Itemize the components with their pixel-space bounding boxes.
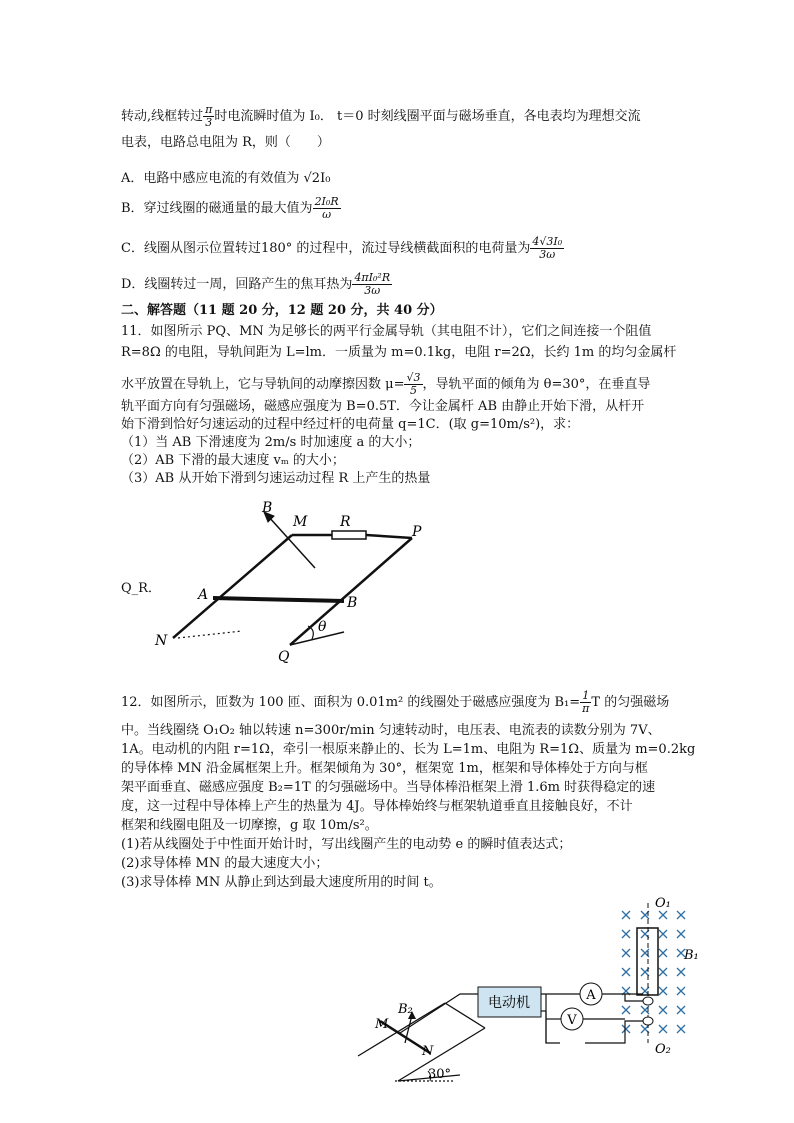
q11-qr-label: Q_R．: [121, 581, 161, 596]
q11-line1: 11．如图所示 PQ、MN 为足够长的两平行金属导轨（其电阻不计），它们之间连接一个阻值: [121, 324, 652, 339]
option-b-fraction: [313, 196, 341, 221]
fraction-denominator: 3ω: [364, 284, 381, 297]
inclined-frame: [358, 1003, 485, 1081]
label-a: A: [198, 587, 209, 603]
fraction-numerator: √3: [406, 371, 421, 384]
label-r: R: [340, 514, 351, 530]
fraction-denominator: 3ω: [539, 248, 556, 261]
field-cross: [659, 1006, 667, 1014]
q11-line5: 始下滑到恰好匀速运动的过程中经过杆的电荷量 q=1C．(取 g=10m/s²)，求：: [121, 417, 580, 432]
field-cross: [677, 1006, 685, 1014]
fraction-denominator: 5: [409, 384, 417, 397]
label-n: N: [155, 633, 168, 649]
q11-sub2: （2）AB 下滑的最大速度 vₘ 的大小；: [121, 453, 345, 468]
b1-field-crosses: [622, 911, 685, 1033]
field-cross: [677, 930, 685, 938]
field-cross: [622, 1006, 630, 1014]
fraction-numerator: π: [205, 103, 213, 116]
b-field-line: [268, 516, 315, 568]
label-o1: O₁: [655, 896, 671, 911]
motor-label: 电动机: [488, 995, 530, 1011]
fraction-numerator: 4√3I₀: [532, 235, 563, 248]
label-theta: θ: [318, 619, 327, 635]
q10-option-b: [121, 196, 341, 221]
q10-intro-b: 时电流瞬时值为 I₀． t＝0 时刻线圈平面与磁场垂直，各电表均为理想交流: [214, 109, 641, 124]
b1-fraction: [580, 690, 591, 715]
fraction-numerator: 1: [580, 690, 591, 703]
q11-line2: R=8Ω 的电阻，导轨间距为 L=lm．一质量为 m=0.1kg，电阻 r=2Ω，长约 1m 的均匀金属杆: [121, 345, 677, 360]
field-cross: [622, 911, 630, 919]
q12-sub2: (2)求导体棒 MN 的最大速度大小；: [121, 856, 329, 871]
q11-sub3: （3）AB 从开始下滑到匀速运动过程 R 上产生的热量: [121, 471, 431, 486]
q11-line3: [121, 372, 650, 397]
fraction-numerator: 4πI₀²R: [354, 271, 391, 284]
label-b-field: B: [262, 500, 273, 516]
q11-line4: 轨平面方向有匀强磁场，磁感应强度为 B=0.5T．今让金属杆 AB 由静止开始下滑，从杆开: [121, 399, 645, 414]
q10-option-c: [121, 236, 564, 261]
q11-rail-figure: [150, 498, 440, 670]
q12-line1-post: T 的匀强磁场: [591, 695, 670, 710]
voltmeter-label: V: [567, 1013, 577, 1028]
rail-mn: [173, 535, 292, 638]
ammeter-label: A: [586, 988, 596, 1003]
q11-line3-text: 水平放置在导轨上，它与导轨间的动摩擦因数 μ=: [121, 377, 405, 392]
label-m: M: [375, 1017, 389, 1032]
q12-sub3: (3)求导体棒 MN 从静止到达到最大速度所用的时间 t。: [121, 875, 442, 890]
field-cross: [677, 1025, 685, 1033]
q11-sub1: （1）当 AB 下滑速度为 2m/s 时加速度 a 的大小；: [121, 435, 421, 450]
fraction-numerator: 2I₀R: [314, 195, 339, 208]
field-cross: [659, 987, 667, 995]
q12-sub1: (1)若从线圈处于中性面开始计时，写出线圈产生的电动势 e 的瞬时值表达式；: [121, 837, 572, 852]
q12-motor-figure: [350, 893, 730, 1088]
dotted-extension: [178, 631, 242, 638]
q10-intro-line2: 电表，电路总电阻为 R，则（ ）: [121, 135, 330, 150]
field-cross: [622, 968, 630, 976]
field-cross: [659, 949, 667, 957]
label-b2: B₂: [398, 1002, 413, 1017]
q10-intro-a: 转动,线框转过: [121, 109, 204, 124]
label-p: P: [412, 524, 422, 540]
q12-line5: 架平面垂直、磁感应强度 B₂=1T 的匀强磁场中。当导体棒沿框架上滑 1.6m 时获得稳定的速: [121, 780, 656, 795]
label-n: N: [422, 1044, 434, 1059]
q10-intro-fraction: [203, 104, 214, 129]
field-cross: [677, 911, 685, 919]
field-cross: [659, 930, 667, 938]
option-c-text: C．线圈从图示位置转过180° 的过程中，流过导线横截面积的电荷量为: [121, 241, 531, 256]
q11-line3-post: ，导轨平面的倾角为 θ=30°，在垂直导: [422, 377, 651, 392]
field-cross: [622, 930, 630, 938]
q12-line1: [121, 690, 669, 715]
resistor-r: [332, 531, 366, 539]
field-cross: [659, 968, 667, 976]
field-cross: [622, 949, 630, 957]
q12-line3: 1A。电动机的内阻 r=1Ω，牵引一根原来静止的、长为 L=1m、电阻为 R=1Ω、质量为 m=0.2kg: [121, 742, 696, 757]
q10-option-a: A．电路中感应电流的有效值为 √2I₀: [121, 171, 331, 186]
top-wire-right: [366, 535, 412, 538]
label-m: M: [293, 514, 308, 530]
field-cross: [677, 987, 685, 995]
option-d-fraction: [352, 272, 392, 297]
field-cross: [659, 1025, 667, 1033]
slip-ring-top: [643, 997, 653, 1005]
friction-fraction: [404, 372, 422, 397]
option-b-text: B．穿过线圈的磁通量的最大值为: [121, 201, 313, 216]
label-q: Q: [278, 649, 290, 665]
label-o2: O₂: [655, 1042, 671, 1057]
q10-option-d: [121, 272, 392, 297]
field-cross: [659, 911, 667, 919]
fraction-denominator: 3: [205, 116, 213, 129]
rail-pq: [290, 538, 412, 645]
field-cross: [622, 1025, 630, 1033]
q12-line4: 的导体棒 MN 沿金属框架上升。框架倾角为 30°，框架宽 1m，框架和导体棒处于方向与框: [121, 761, 648, 776]
label-angle: 30°: [428, 1067, 452, 1082]
q12-line7: 框架和线圈电阻及一切摩擦，g 取 10m/s²。: [121, 818, 378, 833]
label-b-point: B: [347, 595, 358, 611]
label-b1: B₁: [684, 948, 699, 963]
option-d-text: D．线圈转过一周，回路产生的焦耳热为: [121, 277, 353, 292]
rod-ab: [213, 598, 344, 601]
fraction-denominator: ω: [322, 208, 332, 221]
q12-line2: 中。当线圈绕 O₁O₂ 轴以转速 n=300r/min 匀速转动时，电压表、电流表的读数分别为 7V、: [121, 723, 661, 738]
q12-line6: 度，这一过程中导体棒上产生的热量为 4J。导体棒始终与框架轨道垂直且接触良好，不计: [121, 799, 633, 814]
option-c-fraction: [530, 236, 564, 261]
field-cross: [677, 968, 685, 976]
q12-line1-text: 12．如图所示，匝数为 100 匝、面积为 0.01m² 的线圈处于磁感应强度为 B₁=: [121, 695, 581, 710]
section-heading: 二、解答题（11 题 20 分，12 题 20 分，共 40 分）: [121, 303, 443, 318]
q10-intro-line1: [121, 104, 641, 129]
slip-ring-bottom: [643, 1017, 653, 1025]
fraction-denominator: π: [582, 702, 590, 715]
